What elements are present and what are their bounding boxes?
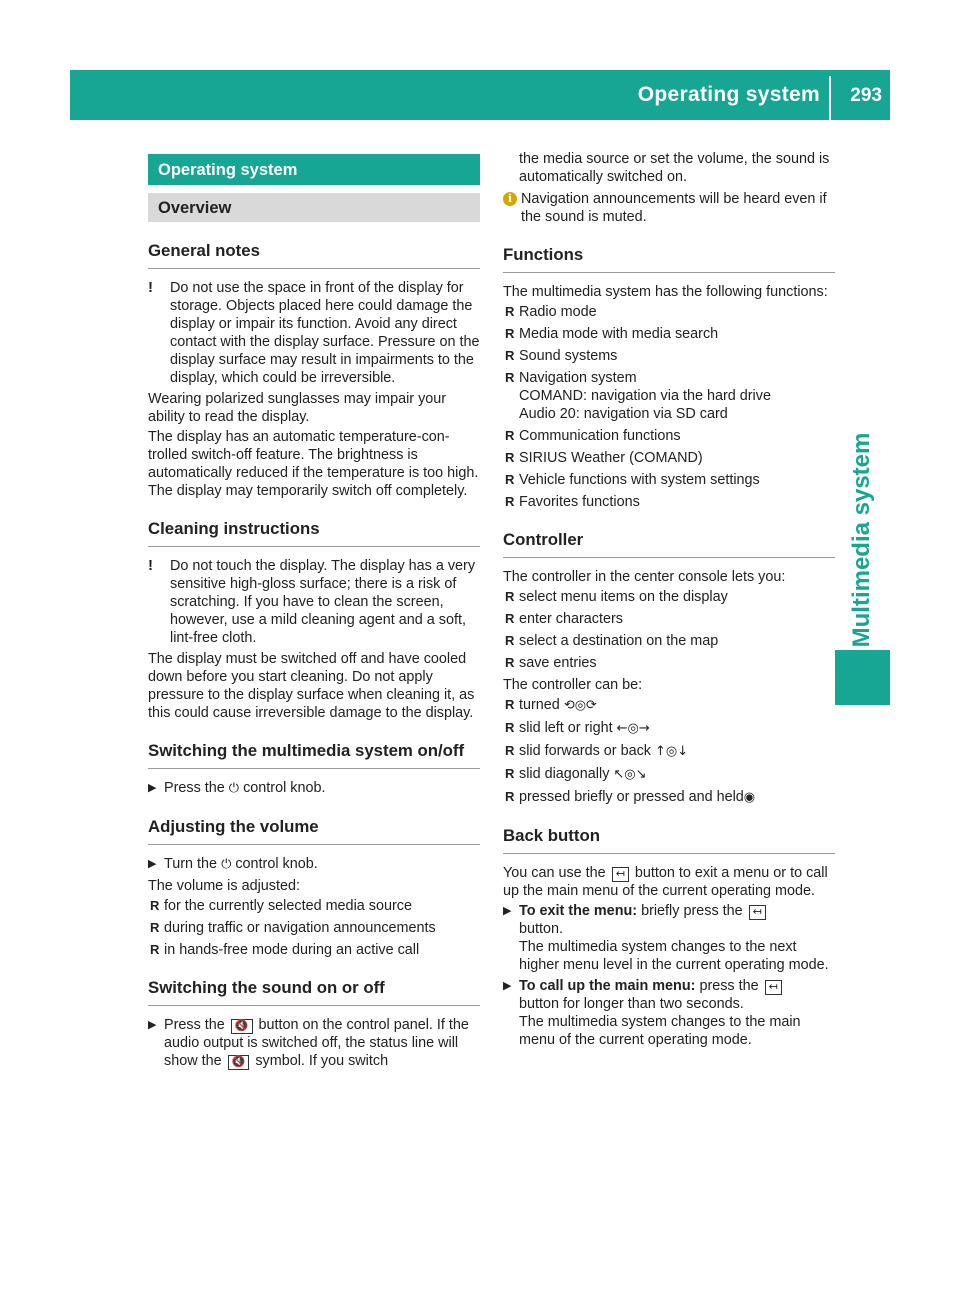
list-item: R Communication functions	[505, 428, 681, 444]
step: ▶ Press the ⏻ control knob.	[148, 780, 326, 796]
heading-cleaning: Cleaning instructions	[148, 518, 480, 547]
bullet-list	[148, 897, 480, 959]
warning-text: Do not touch the display. The display has a very sensitive high-gloss surface; there is a risk of scratching. If you have to clean the screen, however, use a mild cleaning agent and a soft, lint-free cloth.	[170, 558, 476, 646]
section-title: Operating system	[148, 154, 480, 185]
step: ▶ To call up the main menu: press the ↤ button for longer than two seconds. The multimedia system changes to the main menu of the current operating mode.	[503, 978, 801, 1048]
controller-press-icon: ◉	[743, 790, 756, 805]
bullet-icon: R	[505, 589, 515, 604]
list-item: R Navigation system COMAND: navigation via the hard drive Audio 20: navigation via SD card	[505, 370, 771, 422]
paragraph: The controller in the center console lets you:	[503, 569, 786, 585]
paragraph: The multimedia system has the following functions:	[503, 284, 828, 300]
paragraph: You can use the ↤ button to exit a menu or to call up the main menu of the current operating mode.	[503, 865, 828, 899]
bullet-icon: R	[505, 697, 515, 712]
bullet-icon: R	[505, 304, 515, 319]
paragraph: Wearing polarized sunglasses may impair your ability to read the display.	[148, 391, 447, 425]
bullet-icon: R	[505, 348, 515, 363]
heading-volume: Adjusting the volume	[148, 816, 480, 845]
back-key-icon: ↤	[749, 905, 766, 920]
list-item: R during traffic or navigation announcements	[150, 920, 436, 936]
bullet-icon: R	[505, 326, 515, 341]
step-arrow-icon: ▶	[503, 905, 512, 917]
list-item: R for the currently selected media source	[150, 898, 412, 914]
bullet-icon: R	[505, 720, 515, 735]
list-item: R select menu items on the display	[505, 589, 728, 605]
bullet-icon: R	[505, 633, 515, 648]
back-key-icon: ↤	[765, 980, 782, 995]
paragraph: The display must be switched off and have cooled down before you start cleaning. Do not apply pressure to the display surface when cleaning it, as this could cause irreversible damage to the display.	[148, 651, 475, 721]
bullet-icon: R	[505, 450, 515, 465]
heading-controller: Controller	[503, 529, 835, 558]
side-tab-label: Multimedia system	[848, 432, 875, 648]
power-knob-icon: ⏻	[228, 781, 240, 796]
controller-slide-diag-icon: ↖◎↘	[613, 767, 647, 782]
list-item: R slid diagonally ↖◎↘	[505, 766, 647, 782]
bullet-icon: R	[150, 920, 160, 935]
heading-back-button: Back button	[503, 825, 835, 854]
controller-moves-list	[503, 696, 835, 807]
list-item: R slid forwards or back ↑◎↓	[505, 743, 689, 759]
paragraph: The controller can be:	[503, 677, 643, 693]
list-item: R in hands-free mode during an active call	[150, 942, 420, 958]
page-number: 293	[850, 85, 882, 106]
list-item: R pressed briefly or pressed and held◉	[505, 789, 756, 805]
info-note: i Navigation announcements will be heard even if the sound is muted.	[503, 190, 835, 226]
list-item: R Radio mode	[505, 304, 597, 320]
bullet-icon: R	[505, 370, 515, 385]
side-tab-marker	[835, 650, 890, 705]
step: ▶ Turn the ⏻ control knob.	[148, 856, 318, 872]
paragraph: The display has an automatic temperature-controlled switch-off feature. The brightness is automatically reduced if the temperature is too high. The display may temporarily switch off completely.	[148, 429, 479, 499]
controller-slide-fb-icon: ↑◎↓	[654, 744, 689, 759]
controller-turn-icon: ⟲◎⟳	[563, 698, 597, 713]
warning-text: Do not use the space in front of the display for storage. Objects placed here could damage the display or impair its function. Avoid any direct contact with the display surface. Pressure on the display surface may result in impairments to the display, which could be irreversible.	[170, 280, 480, 386]
list-item: R select a destination on the map	[505, 633, 719, 649]
bullet-icon: R	[150, 942, 160, 957]
list-item: R Sound systems	[505, 348, 618, 364]
warning-cleaning	[148, 557, 480, 647]
heading-general-notes: General notes	[148, 240, 480, 269]
paragraph: the media source or set the volume, the sound is automatically switched on.	[519, 151, 830, 185]
bullet-icon: R	[505, 611, 515, 626]
warning-icon: !	[148, 279, 153, 296]
bullet-icon: R	[505, 472, 515, 487]
sub-section-title: Overview	[148, 193, 480, 222]
back-key-icon: ↤	[612, 867, 629, 882]
right-column	[503, 150, 835, 1052]
functions-list	[503, 303, 835, 511]
step-arrow-icon: ▶	[148, 1019, 157, 1031]
warning-general	[148, 279, 480, 387]
controller-list	[503, 588, 835, 672]
power-knob-icon: ⏻	[221, 857, 232, 872]
heading-switching: Switching the multimedia system on/off	[148, 740, 480, 769]
page-header	[70, 70, 890, 120]
info-icon: i	[503, 192, 517, 206]
list-item: R enter characters	[505, 611, 623, 627]
bullet-icon: R	[150, 898, 160, 913]
list-item: R slid left or right ←◎→	[505, 720, 650, 736]
controller-slide-lr-icon: ←◎→	[616, 721, 650, 736]
step-arrow-icon: ▶	[503, 980, 512, 992]
step: ▶ Press the 🔇 button on the control panel. If the audio output is switched off, the status line will show the 🔇 symbol. If you switch	[148, 1017, 469, 1069]
bullet-icon: R	[505, 766, 515, 781]
side-tab	[835, 120, 890, 650]
step-arrow-icon: ▶	[148, 858, 157, 870]
heading-sound: Switching the sound on or off	[148, 977, 480, 1006]
step-arrow-icon: ▶	[148, 782, 157, 794]
list-item: R save entries	[505, 655, 597, 671]
list-item: R Favorites functions	[505, 494, 640, 510]
bullet-icon: R	[505, 428, 515, 443]
mute-icon: 🔇	[228, 1055, 250, 1070]
left-column	[148, 150, 480, 1073]
bullet-icon: R	[505, 494, 515, 509]
header-separator	[829, 76, 831, 120]
warning-icon: !	[148, 557, 153, 574]
list-item: R turned ⟲◎⟳	[505, 697, 597, 713]
bullet-icon: R	[505, 655, 515, 670]
bullet-icon: R	[505, 743, 515, 758]
step: ▶ To exit the menu: briefly press the ↤ button. The multimedia system changes to the next higher menu level in the current operating mode.	[503, 903, 829, 973]
heading-functions: Functions	[503, 244, 835, 273]
list-item: R SIRIUS Weather (COMAND)	[505, 450, 703, 466]
header-title: Operating system	[637, 83, 820, 106]
paragraph: The volume is adjusted:	[148, 878, 300, 894]
list-item: R Media mode with media search	[505, 326, 719, 342]
bullet-icon: R	[505, 789, 515, 804]
list-item: R Vehicle functions with system settings	[505, 472, 760, 488]
mute-icon: 🔇	[231, 1019, 253, 1034]
